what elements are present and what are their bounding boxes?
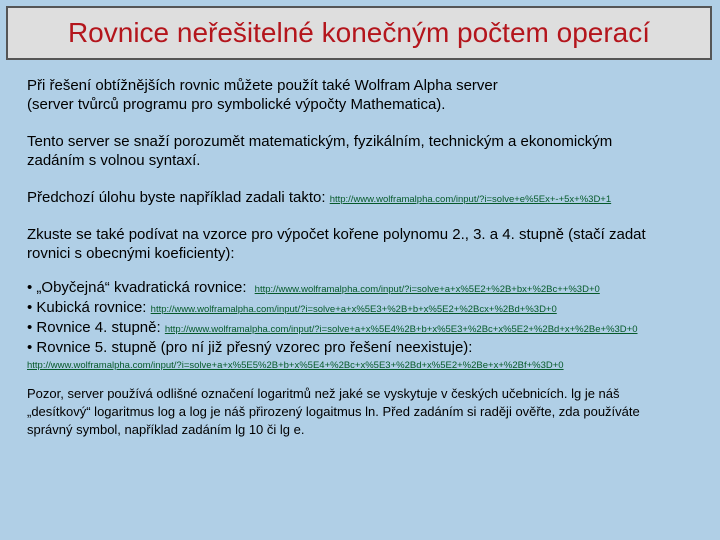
quartic-label: • Rovnice 4. stupně:: [27, 319, 161, 336]
formulas-line-2: rovnici s obecnými koeficienty):: [27, 245, 235, 262]
note-line-2: „desítkový“ logaritmus log a log je náš přirozený logaitmus ln. Před zadáním si raději ověřte, zda používáte: [27, 404, 640, 419]
polynomial-list: [27, 279, 699, 373]
example-label: Předchozí úlohu byste například zadali takto:: [27, 189, 326, 206]
example-link[interactable]: http://www.wolframalpha.com/input/?i=solve+e%5Ex+-+5x+%3D+1: [329, 194, 612, 205]
note-line-3: správný symbol, například zadáním lg 10 či lg e.: [27, 422, 305, 437]
example-paragraph: [27, 188, 699, 209]
intro-line-1: Při řešení obtížnějších rovnic můžete použít také Wolfram Alpha server: [27, 77, 498, 94]
intro-paragraph: [27, 76, 699, 114]
note-line-1: Pozor, server používá odlišné označení logaritmů než jaké se vyskytuje v českých učebnicích. lg je náš: [27, 386, 620, 401]
quintic-link[interactable]: http://www.wolframalpha.com/input/?i=solve+a+x%5E5%2B+b+x%5E4+%2Bc+x%5E3+%2Bd+x%5E2+%2Be+x+%2Bf+%3D+0: [27, 360, 564, 371]
quartic-link[interactable]: http://www.wolframalpha.com/input/?i=solve+a+x%5E4%2B+b+x%5E3+%2Bc+x%5E2+%2Bd+x+%2Be+%3D+0: [164, 324, 638, 335]
server-info-line-2: zadáním s volnou syntaxí.: [27, 152, 201, 169]
formulas-paragraph: [27, 225, 699, 263]
list-item-quintic-link: [27, 357, 699, 373]
cubic-label: • Kubická rovnice:: [27, 299, 147, 316]
quadratic-label: • „Obyčejná“ kvadratická rovnice:: [27, 279, 247, 296]
intro-line-2: (server tvůrců programu pro symbolické výpočty Mathematica).: [27, 96, 446, 113]
quintic-label: • Rovnice 5. stupně (pro ní již přesný vzorec pro řešení neexistuje):: [27, 339, 473, 356]
server-info-line-1: Tento server se snaží porozumět matematickým, fyzikálním, technickým a ekonomickým: [27, 133, 613, 150]
server-info-paragraph: [27, 132, 699, 170]
title-box: [6, 6, 712, 60]
list-item-quadratic: [27, 279, 699, 299]
note-paragraph: [27, 385, 699, 439]
content-area: [27, 76, 699, 439]
list-item-quintic: [27, 339, 699, 357]
quadratic-link[interactable]: http://www.wolframalpha.com/input/?i=solve+a+x%5E2+%2B+bx+%2Bc++%3D+0: [254, 284, 600, 295]
list-item-cubic: [27, 299, 699, 319]
list-item-quartic: [27, 319, 699, 339]
cubic-link[interactable]: http://www.wolframalpha.com/input/?i=solve+a+x%5E3+%2B+b+x%5E2+%2Bcx+%2Bd+%3D+0: [150, 304, 557, 315]
slide-title: Rovnice neřešitelné konečným počtem operací: [67, 17, 651, 48]
formulas-line-1: Zkuste se také podívat na vzorce pro výpočet kořene polynomu 2., 3. a 4. stupně (stačí zadat: [27, 226, 646, 243]
